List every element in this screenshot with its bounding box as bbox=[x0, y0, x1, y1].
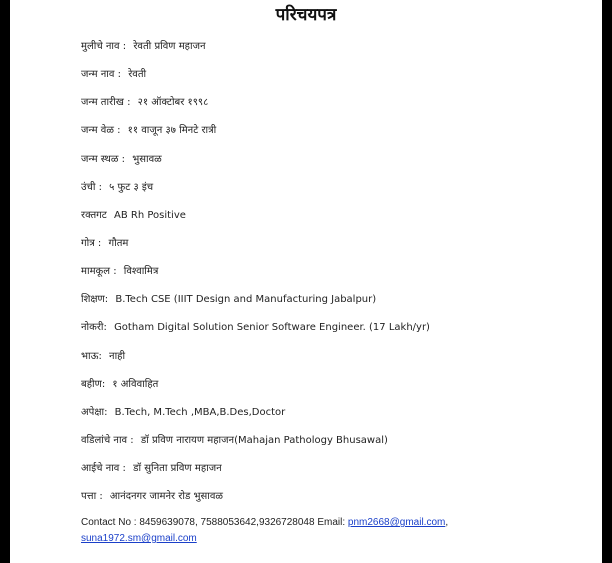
field-value: २१ ऑक्टोबर १९९८ bbox=[137, 97, 209, 108]
email-label: Email: bbox=[317, 517, 346, 528]
field-value: विश्वामित्र bbox=[123, 266, 159, 277]
field-birth-name bbox=[81, 66, 146, 80]
field-value: १ अविवाहित bbox=[112, 379, 159, 390]
field-label: आईचे नाव : bbox=[81, 463, 126, 474]
field-value: आनंदनगर जामनेर रोड भुसावळ bbox=[109, 491, 224, 502]
field-mamkul bbox=[81, 263, 158, 277]
field-birth-place bbox=[81, 151, 162, 165]
contact-phones: 8459639078, 7588053642,9326728048 bbox=[139, 517, 315, 528]
field-job bbox=[81, 319, 430, 333]
field-value: नाही bbox=[109, 351, 126, 362]
field-value: गौतम bbox=[108, 238, 129, 249]
field-height bbox=[81, 179, 153, 193]
field-value: भुसावळ bbox=[132, 154, 162, 165]
document-page bbox=[10, 0, 602, 563]
field-label: पत्ता : bbox=[81, 491, 103, 502]
field-education bbox=[81, 291, 376, 305]
page-title: परिचयपत्र bbox=[275, 5, 337, 25]
field-girl-name bbox=[81, 38, 206, 52]
field-label: उंची : bbox=[81, 182, 102, 193]
field-value: डॉ प्रविण नारायण महाजन(Mahajan Pathology Bhusawal) bbox=[140, 435, 388, 446]
field-label: जन्म तारीख : bbox=[81, 97, 131, 108]
email-link-2[interactable]: suna1972.sm@gmail.com bbox=[81, 533, 197, 544]
email-link-1[interactable]: pnm2668@gmail.com bbox=[347, 517, 446, 528]
field-value: Gotham Digital Solution Senior Software Engineer. (17 Lakh/yr) bbox=[114, 322, 430, 333]
field-value: डॉ सुनिता प्रविण महाजन bbox=[133, 463, 222, 474]
field-mother-name bbox=[81, 460, 222, 474]
field-blood-group bbox=[81, 207, 186, 221]
field-label: शिक्षण: bbox=[81, 294, 109, 305]
field-label: जन्म नाव : bbox=[81, 69, 122, 80]
field-value: B.Tech CSE (IIIT Design and Manufacturing Jabalpur) bbox=[115, 294, 377, 305]
field-label: रक्तगट bbox=[81, 210, 107, 221]
field-birth-time bbox=[81, 122, 216, 136]
field-sister bbox=[81, 376, 158, 390]
field-expectations bbox=[81, 404, 285, 418]
field-value: रेवती प्रविण महाजन bbox=[133, 41, 206, 52]
field-label: अपेक्षा: bbox=[81, 407, 108, 418]
field-label: गोत्र : bbox=[81, 238, 102, 249]
field-brother bbox=[81, 348, 125, 362]
field-label: बहीण: bbox=[81, 379, 106, 390]
field-value: AB Rh Positive bbox=[114, 210, 186, 221]
contact-line bbox=[81, 517, 448, 528]
field-value: B.Tech, M.Tech ,MBA,B.Des,Doctor bbox=[114, 407, 286, 418]
field-gotra bbox=[81, 235, 128, 249]
field-label: वडिलांचे नाव : bbox=[81, 435, 134, 446]
field-label: जन्म स्थळ : bbox=[81, 154, 125, 165]
field-label: मुलीचे नाव : bbox=[81, 41, 127, 52]
field-label: भाऊ: bbox=[81, 351, 102, 362]
field-value: ५ फुट ३ इंच bbox=[109, 182, 154, 193]
field-father-name bbox=[81, 432, 388, 446]
field-birth-date bbox=[81, 94, 208, 108]
field-label: नोकरी: bbox=[81, 322, 107, 333]
contact-line-2 bbox=[81, 533, 197, 544]
field-address bbox=[81, 488, 223, 502]
field-value: ११ वाजून ३७ मिनटे रात्री bbox=[127, 125, 217, 136]
contact-label: Contact No : bbox=[81, 517, 137, 528]
comma: , bbox=[445, 517, 449, 528]
field-value: रेवती bbox=[128, 69, 147, 80]
field-label: मामकूल : bbox=[81, 266, 117, 277]
field-label: जन्म वेळ : bbox=[81, 125, 121, 136]
